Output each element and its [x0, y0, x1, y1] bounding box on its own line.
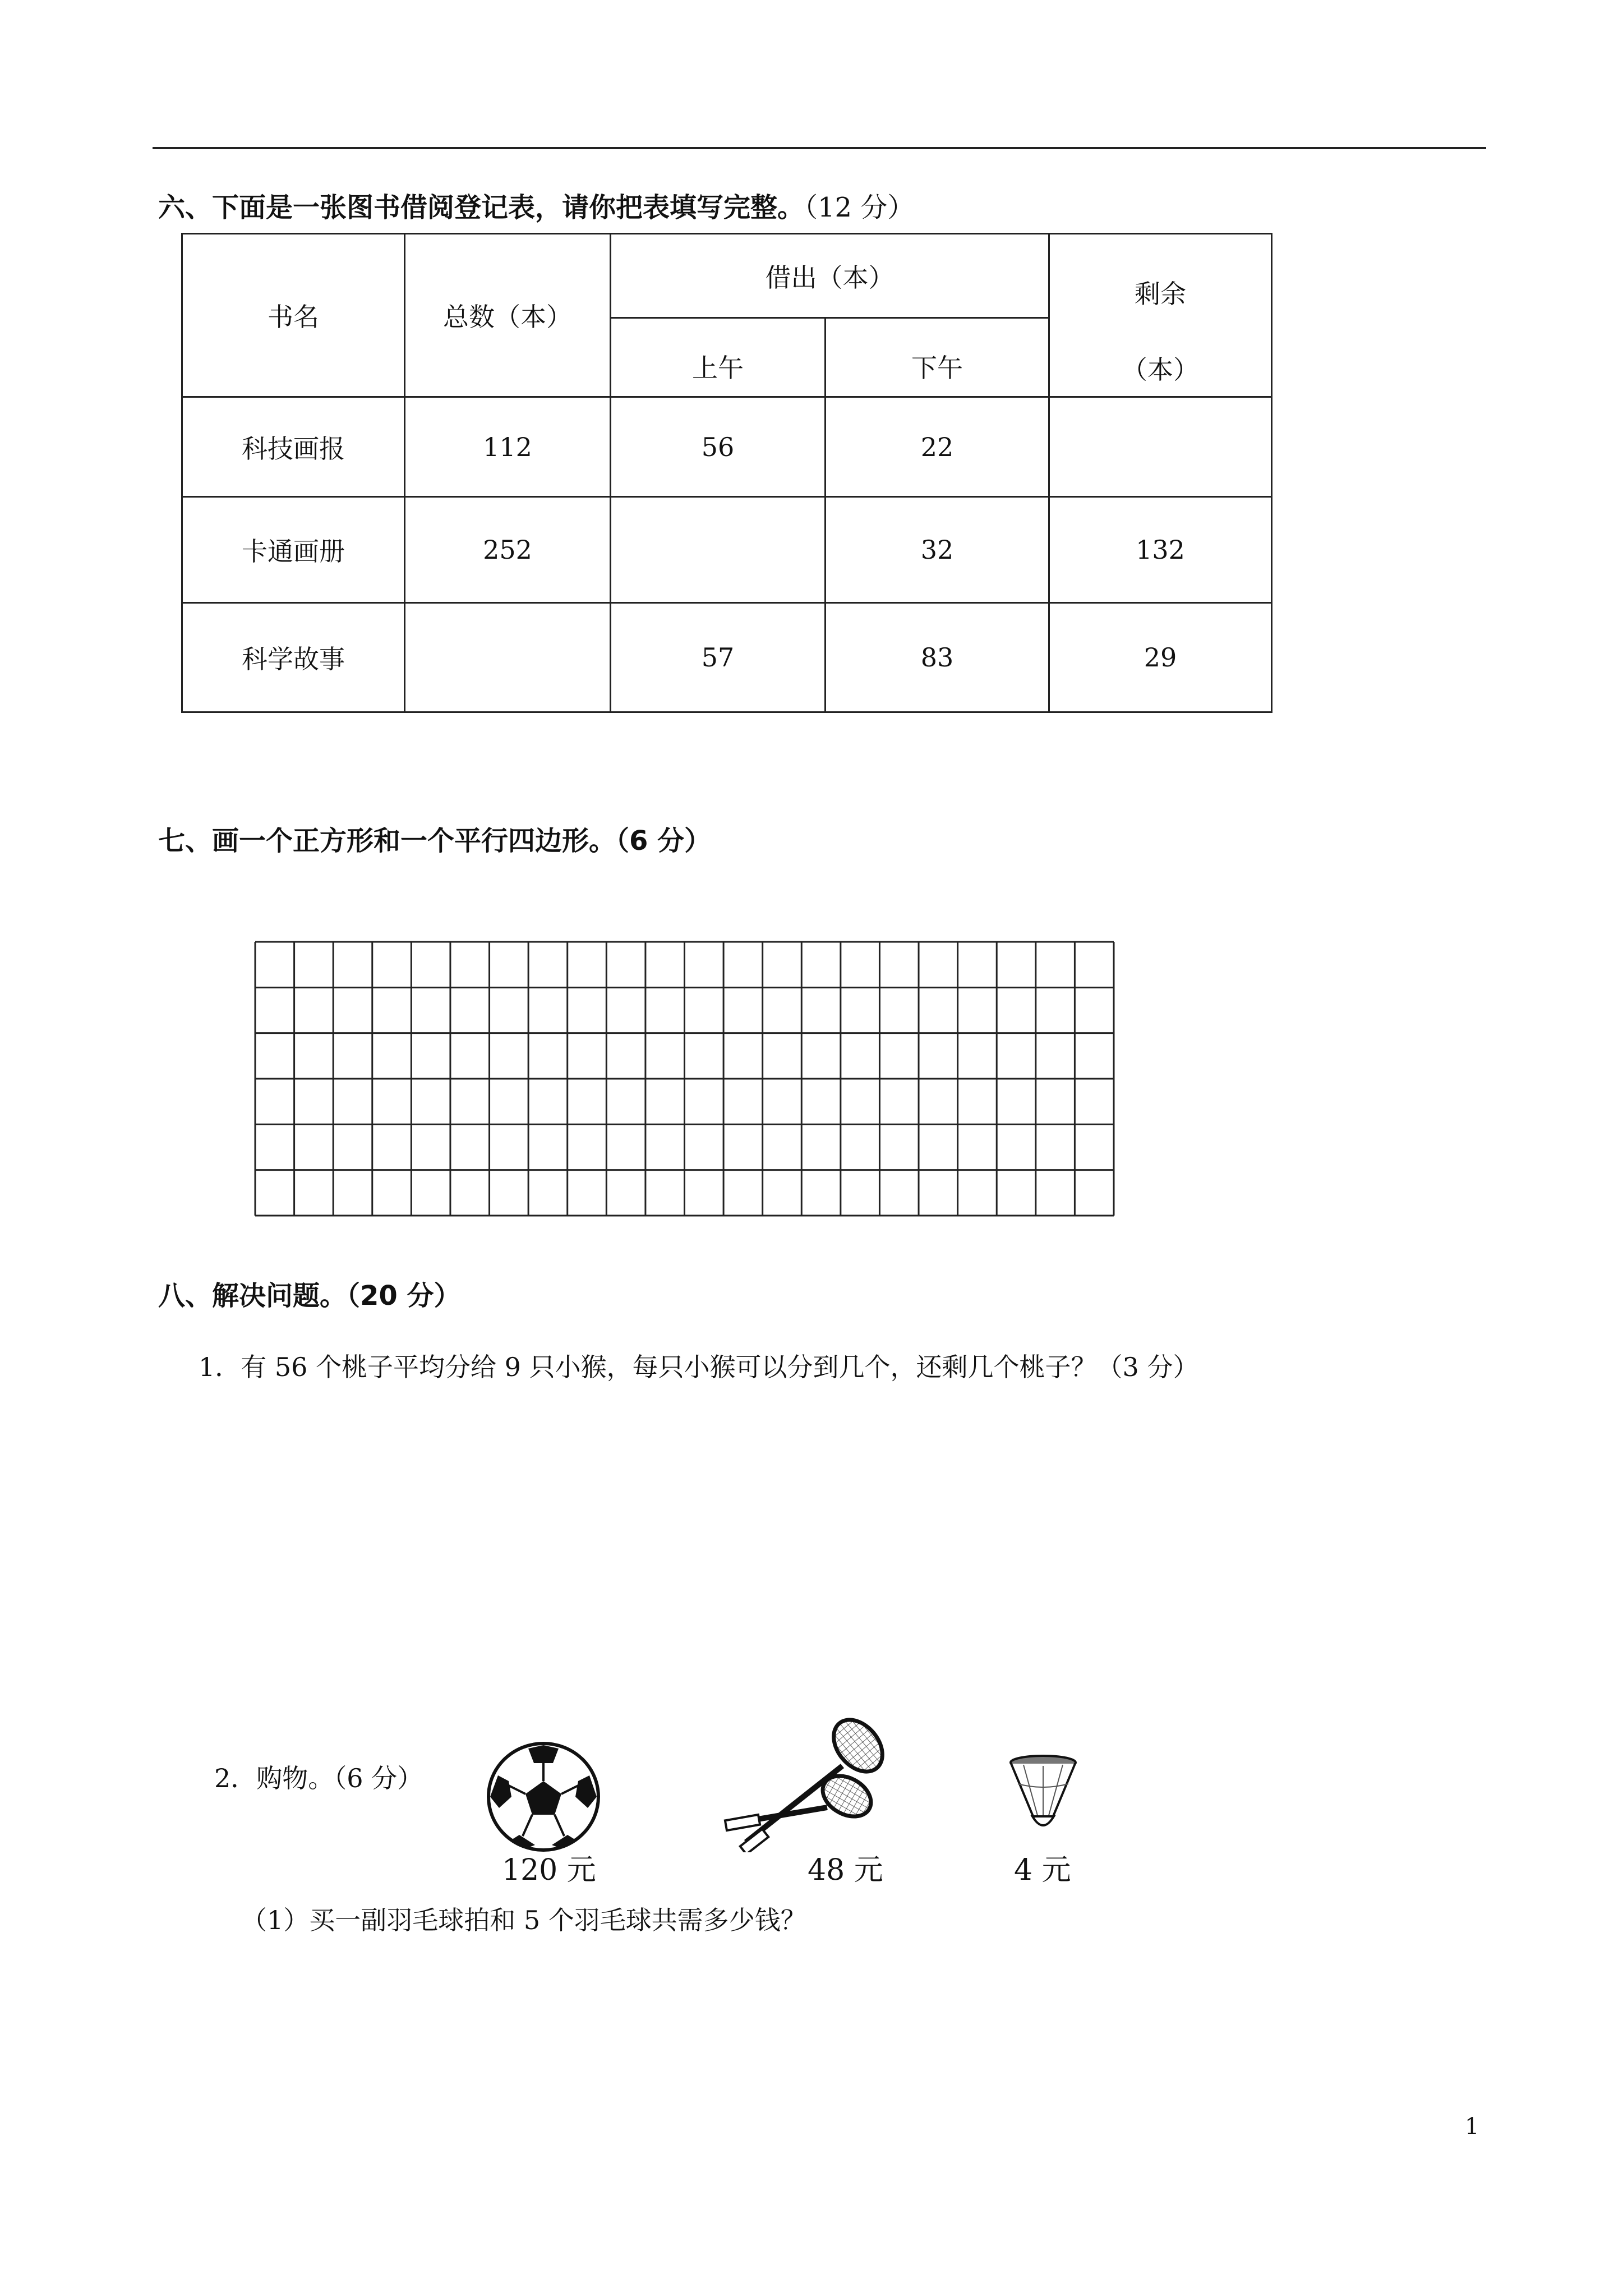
top-rule — [153, 147, 1486, 149]
section8-title: 八、解决问题。 — [158, 1280, 347, 1312]
cell-book-name: 科技画报 — [182, 397, 405, 497]
section6-title: 六、下面是一张图书借阅登记表，请你把表填写完整。 — [158, 192, 805, 223]
cell-remain[interactable]: 132 — [1049, 497, 1272, 603]
borrow-record-table — [181, 233, 1272, 713]
cell-remain[interactable]: 29 — [1049, 603, 1272, 712]
cell-total[interactable]: 112 — [405, 397, 611, 497]
section7-heading — [158, 825, 712, 857]
header-borrowed: 借出（本） — [611, 234, 1049, 318]
grid-lines — [254, 941, 1115, 1217]
question-1: 1．有 56 个桃子平均分给 9 只小猴，每只小猴可以分到几个，还剩几个桃子？（3 分） — [199, 1352, 1199, 1382]
section8-heading — [158, 1280, 461, 1312]
table-row — [182, 497, 1272, 603]
badminton-racket-icon — [723, 1712, 897, 1855]
cell-book-name: 科学故事 — [182, 603, 405, 712]
table-row — [182, 397, 1272, 497]
header-remain-label: 剩余 — [1135, 279, 1186, 309]
header-remain — [1049, 234, 1272, 397]
soccer-ball-icon — [486, 1741, 601, 1855]
page-number: 1 — [1465, 2114, 1479, 2139]
cell-morning[interactable] — [611, 497, 826, 603]
section7-score: （6 分） — [616, 825, 712, 857]
shuttlecock-icon — [1007, 1750, 1080, 1837]
drawing-grid[interactable] — [254, 941, 1115, 1217]
soccer-ball-price: 120 元 — [502, 1853, 596, 1887]
shuttlecock-price: 4 元 — [1014, 1853, 1071, 1887]
cell-afternoon[interactable]: 22 — [826, 397, 1049, 497]
question-2: 2．购物。（6 分） — [214, 1763, 423, 1793]
cell-total[interactable]: 252 — [405, 497, 611, 603]
section7-title: 七、画一个正方形和一个平行四边形。 — [158, 825, 616, 857]
section6-heading — [158, 194, 914, 221]
section6-score: （12 分） — [804, 192, 915, 223]
header-total: 总数（本） — [405, 234, 611, 397]
header-book-name: 书名 — [182, 234, 405, 397]
section8-score: （20 分） — [347, 1280, 461, 1312]
cell-morning[interactable]: 57 — [611, 603, 826, 712]
header-morning: 上午 — [611, 318, 826, 397]
cell-afternoon[interactable]: 32 — [826, 497, 1049, 603]
header-remain-unit: （本） — [1122, 355, 1199, 385]
cell-afternoon[interactable]: 83 — [826, 603, 1049, 712]
header-afternoon: 下午 — [826, 318, 1049, 397]
cell-book-name: 卡通画册 — [182, 497, 405, 603]
question-2-part-1: （1）买一副羽毛球拍和 5 个羽毛球共需多少钱？ — [241, 1905, 806, 1935]
table-row — [182, 603, 1272, 712]
cell-total[interactable] — [405, 603, 611, 712]
racket-price: 48 元 — [808, 1853, 883, 1887]
cell-remain[interactable] — [1049, 397, 1272, 497]
cell-morning[interactable]: 56 — [611, 397, 826, 497]
